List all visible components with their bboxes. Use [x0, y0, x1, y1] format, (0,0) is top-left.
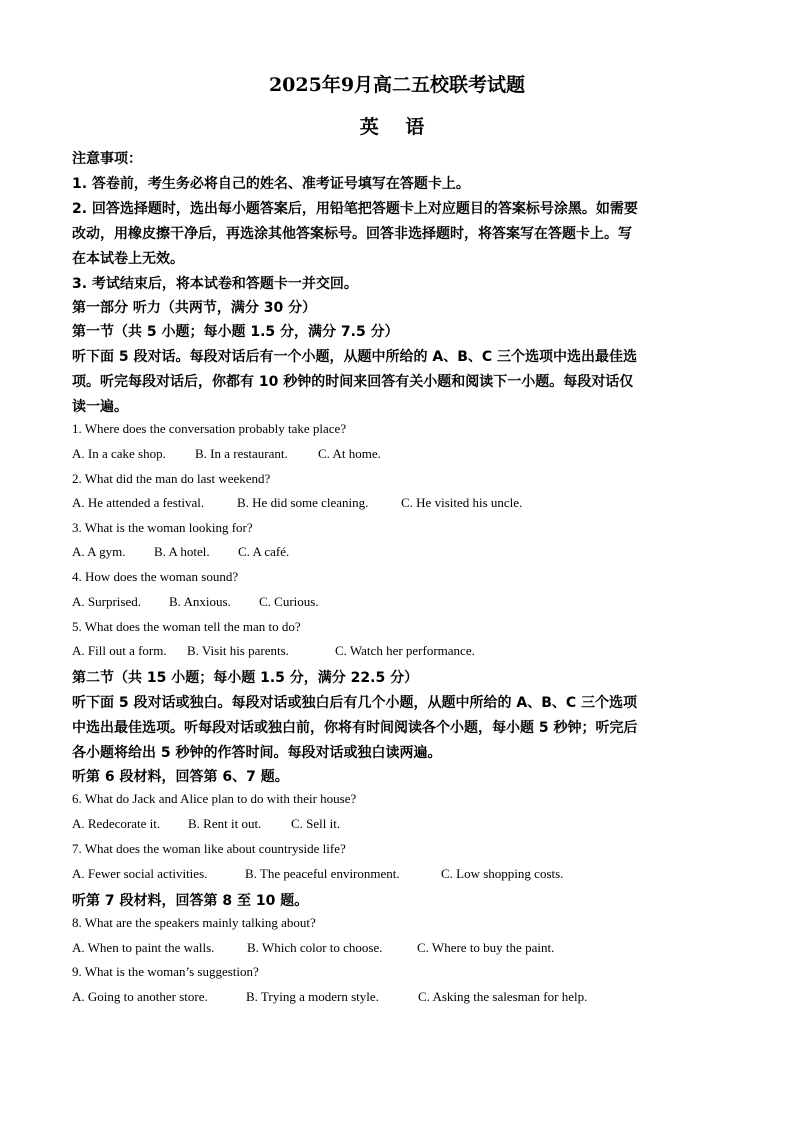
question-options — [72, 940, 554, 956]
section1-heading: 第一节（共 5 小题；每小题 1.5 分，满分 7.5 分） — [72, 324, 399, 340]
section2-heading: 第二节（共 15 小题；每小题 1.5 分，满分 22.5 分） — [72, 670, 419, 686]
notice-line: 2. 回答选择题时，选出每小题答案后，用铅笔把答题卡上对应题目的答案标号涂黑。如需要 — [72, 201, 638, 217]
question-text: 9. What is the woman’s suggestion? — [72, 964, 259, 979]
option-b: B. Which color to choose. — [247, 940, 383, 955]
option-a: A. When to paint the walls. — [72, 940, 215, 955]
option-c: C. Low shopping costs. — [441, 866, 564, 881]
option-c: C. Asking the salesman for help. — [418, 989, 588, 1004]
section1-instruction: 听下面 5 段对话。每段对话后有一个小题，从题中所给的 A、B、C 三个选项中选出最佳选 — [72, 349, 638, 365]
option-a: A. He attended a festival. — [72, 495, 205, 510]
material-heading: 听第 6 段材料，回答第 6、7 题。 — [72, 769, 289, 785]
notice-line: 在本试卷上无效。 — [72, 251, 184, 267]
option-c: C. Curious. — [259, 594, 319, 609]
option-c: C. At home. — [318, 446, 381, 461]
option-b: B. Visit his parents. — [187, 643, 289, 658]
part1-heading: 第一部分 听力（共两节，满分 30 分） — [72, 300, 317, 316]
option-b: B. In a restaurant. — [195, 446, 288, 461]
option-c: C. A café. — [238, 544, 290, 559]
option-b: B. Trying a modern style. — [246, 989, 379, 1004]
question-options — [72, 643, 475, 659]
option-b: B. He did some cleaning. — [237, 495, 369, 510]
notice-heading: 注意事项： — [72, 151, 142, 167]
option-a: A. In a cake shop. — [72, 446, 166, 461]
section2-instruction: 听下面 5 段对话或独白。每段对话或独白后有几个小题，从题中所给的 A、B、C 三个选项 — [72, 695, 638, 711]
question-text: 1. Where does the conversation probably take place? — [72, 421, 347, 436]
material-heading: 听第 7 段材料，回答第 8 至 10 题。 — [72, 893, 309, 909]
question-options — [72, 866, 563, 882]
notice-line: 3. 考试结束后，将本试卷和答题卡一并交回。 — [72, 276, 358, 292]
subject-title: 英 语 — [359, 116, 435, 138]
option-a: A. Going to another store. — [72, 989, 208, 1004]
option-a: A. Surprised. — [72, 594, 141, 609]
section1-instruction: 读一遍。 — [72, 399, 128, 415]
question-options — [72, 544, 289, 560]
question-options — [72, 495, 522, 511]
option-a: A. A gym. — [72, 544, 126, 559]
option-c: C. Sell it. — [291, 816, 341, 831]
question-text: 7. What does the woman like about countryside life? — [72, 841, 346, 856]
section1-instruction: 项。听完每段对话后，你都有 10 秒钟的时间来回答有关小题和阅读下一小题。每段对话仅 — [72, 374, 634, 390]
option-a: A. Fill out a form. — [72, 643, 167, 658]
exam-title: 2025年9月高二五校联考试题 — [268, 74, 526, 96]
option-c: C. Where to buy the paint. — [417, 940, 555, 955]
option-b: B. The peaceful environment. — [245, 866, 400, 881]
section2-instruction: 中选出最佳选项。听每段对话或独白前，你将有时间阅读各个小题，每小题 5 秒钟；听完后 — [72, 720, 638, 736]
question-text: 3. What is the woman looking for? — [72, 520, 253, 535]
question-text: 6. What do Jack and Alice plan to do with their house? — [72, 791, 357, 806]
section2-instruction: 各小题将给出 5 秒钟的作答时间。每段对话或独白读两遍。 — [72, 745, 442, 761]
notice-line: 改动，用橡皮擦干净后，再选涂其他答案标号。回答非选择题时，将答案写在答题卡上。写 — [72, 226, 632, 242]
question-options — [72, 446, 381, 462]
question-options — [72, 816, 340, 832]
option-b: B. Anxious. — [169, 594, 231, 609]
question-text: 5. What does the woman tell the man to do? — [72, 619, 301, 634]
option-b: B. A hotel. — [154, 544, 210, 559]
option-c: C. He visited his uncle. — [401, 495, 523, 510]
notice-line: 1. 答卷前，考生务必将自己的姓名、准考证号填写在答题卡上。 — [72, 176, 470, 192]
option-a: A. Redecorate it. — [72, 816, 161, 831]
question-options — [72, 594, 319, 610]
option-a: A. Fewer social activities. — [72, 866, 208, 881]
question-text: 8. What are the speakers mainly talking about? — [72, 915, 316, 930]
question-text: 4. How does the woman sound? — [72, 569, 239, 584]
option-c: C. Watch her performance. — [335, 643, 475, 658]
option-b: B. Rent it out. — [188, 816, 262, 831]
question-options — [72, 989, 587, 1005]
question-text: 2. What did the man do last weekend? — [72, 471, 271, 486]
